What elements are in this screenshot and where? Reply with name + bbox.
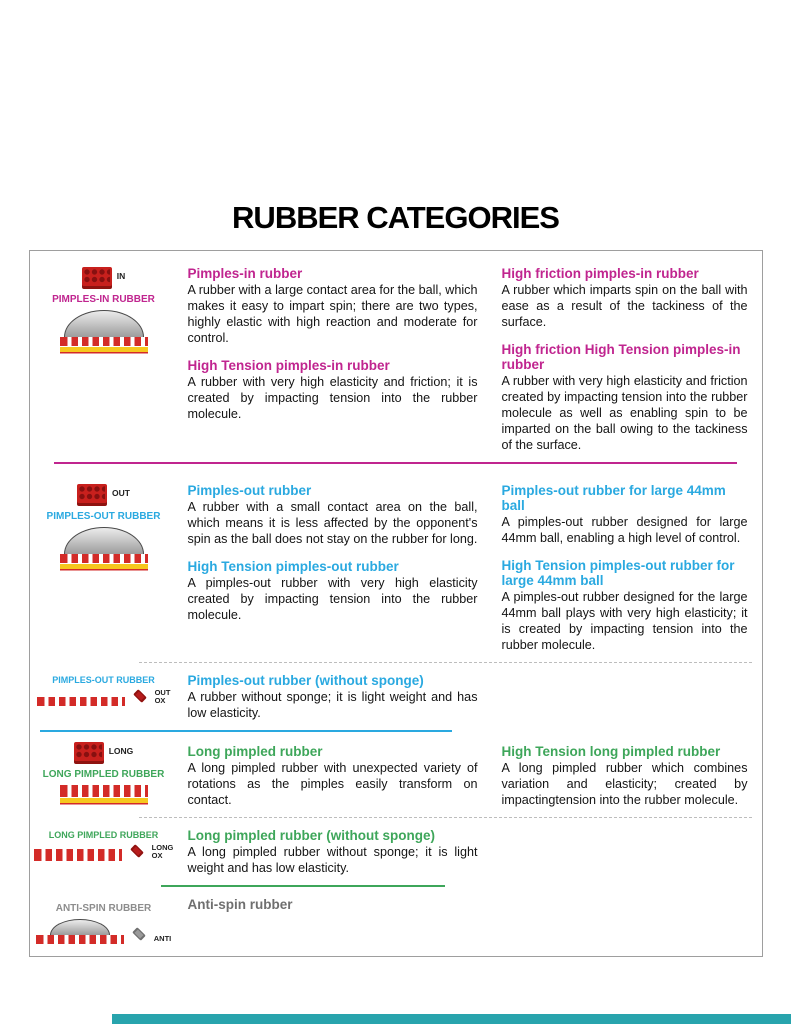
block-body: A rubber without sponge; it is light weight and has low elasticity.: [187, 689, 478, 720]
block-heading: High Tension pimples-out rubber: [187, 558, 399, 574]
block-body: A rubber with a small contact area on the ball, which means it is less affected by the opponent's spin as the ball does not stay on the rubber for long.: [187, 499, 478, 546]
pimples-chip-icon: [77, 484, 107, 503]
block-body: A long pimpled rubber which combines variation and elasticity; created by impactingtension into the rubber molecule.: [501, 760, 748, 807]
icon-label: PIMPLES-OUT RUBBER: [46, 510, 161, 522]
block-heading: High friction High Tension pimples-in rubber: [501, 341, 741, 372]
sponge-foam-icon: [60, 347, 148, 352]
icon-row: [37, 689, 171, 706]
icon-long-pimpled: [40, 740, 168, 803]
block-heading: High friction pimples-in rubber: [501, 266, 699, 281]
divider-green: [161, 885, 446, 887]
block-heading: Long pimpled rubber (without sponge): [187, 827, 435, 843]
block-heading: High Tension pimples-in rubber: [187, 357, 390, 373]
chip-badge-line1: OUT: [154, 687, 171, 697]
right-column: [488, 740, 752, 809]
chip-row: [82, 267, 126, 286]
rubber-dome-icon: [50, 919, 110, 935]
icon-long-pimpled-ox: [40, 826, 174, 861]
block-body: A pimples-out rubber designed for the large 44mm ball plays with very high elasticity; it is created by impacting tension into the rubber molecule.: [501, 589, 748, 652]
block-body: A pimples-out rubber designed for large 44mm ball, enabling a high level of control.: [501, 514, 748, 545]
sponge-base-icon: [34, 849, 122, 861]
chip-row: [77, 484, 130, 503]
rubber-teeth-icon: [60, 554, 148, 563]
block-body: A long pimpled rubber without sponge; it is light weight and has low elasticity.: [187, 844, 478, 875]
block-heading: Anti-spin rubber: [187, 896, 293, 912]
rubber-teeth-icon: [60, 785, 148, 797]
divider-pink: [54, 462, 738, 464]
icon-pimples-in: [40, 255, 168, 352]
anti-surface-icon: [36, 919, 124, 944]
section-long-pimpled: [40, 740, 752, 809]
divider-dashed: [139, 817, 751, 818]
sponge-base-icon: [37, 697, 125, 706]
section-long-pimpled-ox: [40, 826, 752, 877]
sponge-base-icon: [36, 935, 124, 944]
chip-badge: OUT: [112, 488, 130, 499]
middle-column: [168, 895, 488, 914]
middle-column: [168, 472, 488, 624]
icon-pimples-out: [40, 472, 168, 569]
chip-badge-line1: LONG: [151, 842, 174, 852]
section-pimples-out-ox: [40, 671, 752, 722]
block-body: A rubber which imparts spin on the ball with ease as a result of the tackiness of the surface.: [501, 283, 748, 329]
pimples-chip-icon: [74, 742, 104, 761]
divider-blue: [40, 730, 453, 732]
rubber-teeth-icon: [34, 849, 122, 861]
block-body: A pimples-out rubber with very high elasticity created by impacting tension into the rubber molecule.: [187, 575, 478, 622]
block-heading: High Tension pimples-out rubber for large 44mm ball: [501, 557, 735, 588]
rubber-teeth-icon: [60, 337, 148, 346]
block-body: A long pimpled rubber with unexpected variety of rotations as the pimples easily transform on contact.: [187, 760, 478, 807]
block-heading: Pimples-out rubber: [187, 482, 312, 498]
rubber-teeth-icon: [36, 935, 124, 944]
block-body: A rubber with a large contact area for the ball, which makes it easy to impart spin; there are two types, highly elastic with high reaction and moderate for control.: [187, 283, 478, 345]
icon-label: PIMPLES-OUT RUBBER: [52, 674, 155, 685]
block-heading: Long pimpled rubber: [187, 743, 323, 759]
sponge-foam-icon: [60, 564, 148, 569]
block-body: A rubber with very high elasticity and friction created by impacting tension into the rubber molecule as well as enabling spin to be imparted on the ball owing to the tackiness of the surface.: [501, 373, 748, 452]
ox-chip-icon: [130, 844, 144, 858]
rubber-teeth-icon: [37, 697, 125, 706]
divider-dashed: [139, 662, 751, 663]
block-heading: High Tension long pimpled rubber: [501, 743, 721, 759]
block-heading: Pimples-in rubber: [187, 266, 303, 281]
section-pimples-in: [40, 255, 752, 454]
sponge-base-icon: [60, 785, 148, 803]
footer-accent-bar: [112, 1014, 791, 1024]
icon-row: [36, 919, 172, 944]
sponge-base-icon: [60, 554, 148, 569]
block-heading: Pimples-out rubber for large 44mm ball: [501, 482, 726, 513]
right-column: [488, 472, 752, 654]
block-body: A rubber with very high elasticity and friction; it is created by impacting tension into the rubber molecule.: [187, 374, 478, 421]
right-column: [488, 255, 752, 454]
icon-label: LONG PIMPLED RUBBER: [42, 768, 165, 780]
chip-badge: [154, 935, 172, 944]
categories-panel: [29, 250, 763, 957]
middle-column: [168, 826, 488, 877]
icon-pimples-out-ox: [40, 671, 171, 706]
ox-chip-icon: [133, 689, 147, 703]
chip-badge-line2: OX: [151, 851, 163, 861]
icon-row: [34, 844, 174, 861]
icon-anti-spin: [40, 895, 172, 944]
icon-label: LONG PIMPLED RUBBER: [48, 829, 159, 840]
section-anti-spin: [40, 895, 752, 944]
page-title: RUBBER CATEGORIES: [232, 200, 559, 235]
middle-column: [168, 740, 488, 809]
middle-column: [168, 255, 488, 423]
pimples-chip-icon: [82, 267, 112, 286]
chip-badge-line1: ANTI: [153, 934, 172, 944]
icon-label: PIMPLES-IN RUBBER: [52, 294, 155, 305]
rubber-dome-icon: [64, 310, 144, 337]
section-pimples-out: [40, 472, 752, 654]
middle-column: [168, 671, 488, 722]
sponge-base-icon: [60, 337, 148, 352]
anti-chip-icon: [132, 927, 146, 941]
chip-row: [74, 742, 134, 761]
icon-label: ANTI-SPIN RUBBER: [55, 902, 152, 914]
block-heading: Pimples-out rubber (without sponge): [187, 672, 424, 688]
rubber-dome-icon: [64, 527, 144, 554]
sponge-foam-icon: [60, 798, 148, 803]
chip-badge: LONG: [108, 746, 134, 756]
chip-badge: IN: [116, 271, 126, 282]
chip-badge-line2: OX: [154, 696, 166, 706]
